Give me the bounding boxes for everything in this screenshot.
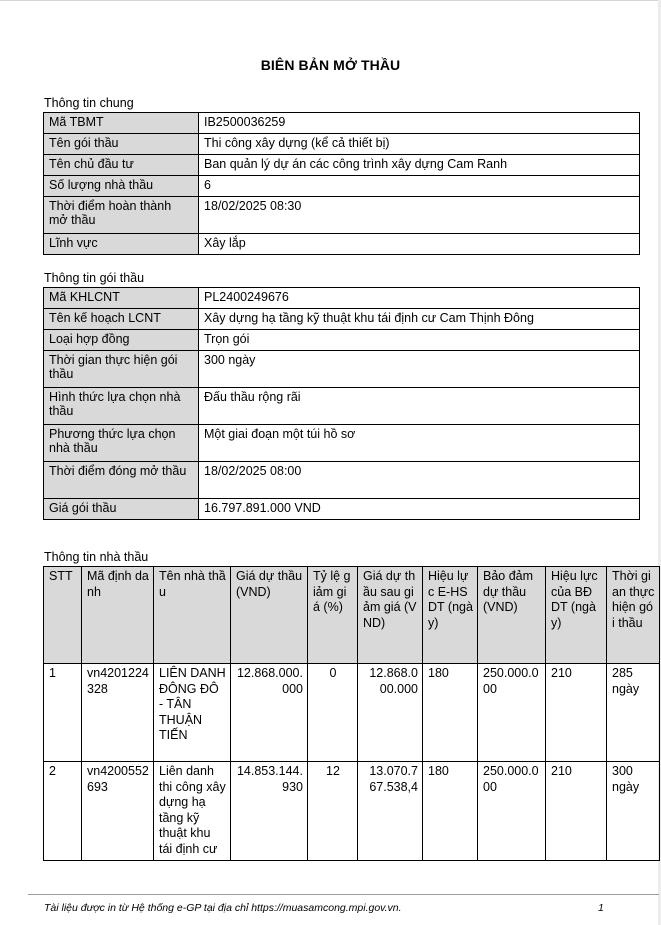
column-header-price: Giá dự thầu (VND) <box>231 567 308 664</box>
row-value: Trọn gói <box>199 330 640 351</box>
cell-guarantee: 250.000.000 <box>478 664 546 762</box>
cell-guarantee-validity: 210 <box>546 664 607 762</box>
column-header-guarantee-validity: Hiệu lực của BĐ DT (ngày) <box>546 567 607 664</box>
cell-duration: 285 ngày <box>607 664 660 762</box>
table-row <box>44 288 640 309</box>
row-value: Ban quản lý dự án các công trình xây dựng Cam Ranh <box>199 155 640 176</box>
package-info-heading: Thông tin gói thầu <box>44 271 145 285</box>
table-row <box>44 134 640 155</box>
row-label: Mã KHLCNT <box>44 288 199 309</box>
cell-name: LIÊN DANH ĐÔNG ĐÔ - TÂN THUẬN TIẾN <box>154 664 231 762</box>
row-value: Đấu thầu rộng rãi <box>199 388 640 425</box>
footer-source-text: Tài liệu được in từ Hệ thống e-GP tại địa chỉ https://muasamcong.mpi.gov.vn. <box>44 902 402 914</box>
bidders-table <box>43 566 660 861</box>
row-label: Phương thức lựa chọn nhà thầu <box>44 425 199 462</box>
table-header-row <box>44 567 660 664</box>
row-value: Thi công xây dựng (kể cả thiết bị) <box>199 134 640 155</box>
row-value: IB2500036259 <box>199 113 640 134</box>
cell-id: vn4200552693 <box>82 762 154 861</box>
row-label: Tên gói thầu <box>44 134 199 155</box>
table-row <box>44 351 640 388</box>
cell-guarantee-validity: 210 <box>546 762 607 861</box>
footer-page-number: 1 <box>598 902 604 914</box>
column-header-stt: STT <box>44 567 82 664</box>
row-value: 18/02/2025 08:30 <box>199 197 640 234</box>
cell-price: 12.868.000.000 <box>231 664 308 762</box>
column-header-id: Mã định danh <box>82 567 154 664</box>
row-value: Xây dựng hạ tầng kỹ thuật khu tái định cư Cam Thịnh Đông <box>199 309 640 330</box>
general-info-table <box>43 112 640 255</box>
cell-price: 14.853.144.930 <box>231 762 308 861</box>
cell-discount: 12 <box>308 762 358 861</box>
table-row <box>44 664 660 762</box>
column-header-validity: Hiệu lực E-HSDT (ngày) <box>423 567 478 664</box>
row-value: 6 <box>199 176 640 197</box>
row-value: 18/02/2025 08:00 <box>199 462 640 499</box>
row-label: Số lượng nhà thầu <box>44 176 199 197</box>
column-header-name: Tên nhà thầu <box>154 567 231 664</box>
row-value: Xây lắp <box>199 234 640 255</box>
table-row <box>44 155 640 176</box>
general-info-heading: Thông tin chung <box>44 96 134 110</box>
table-row <box>44 499 640 520</box>
row-label: Thời điểm đóng mở thầu <box>44 462 199 499</box>
table-row <box>44 330 640 351</box>
table-row <box>44 113 640 134</box>
cell-validity: 180 <box>423 664 478 762</box>
table-row <box>44 425 640 462</box>
cell-id: vn4201224328 <box>82 664 154 762</box>
cell-discount: 0 <box>308 664 358 762</box>
cell-validity: 180 <box>423 762 478 861</box>
row-label: Thời điểm hoàn thành mở thầu <box>44 197 199 234</box>
table-row <box>44 234 640 255</box>
row-label: Loại hợp đồng <box>44 330 199 351</box>
row-label: Tên kế hoạch LCNT <box>44 309 199 330</box>
row-value: 300 ngày <box>199 351 640 388</box>
row-value: Một giai đoạn một túi hồ sơ <box>199 425 640 462</box>
document-title: BIÊN BẢN MỞ THẦU <box>260 57 401 73</box>
package-info-table <box>43 287 640 520</box>
column-header-duration: Thời gian thực hiện gói thầu <box>607 567 660 664</box>
row-label: Thời gian thực hiện gói thầu <box>44 351 199 388</box>
row-label: Giá gói thầu <box>44 499 199 520</box>
row-label: Tên chủ đầu tư <box>44 155 199 176</box>
cell-stt: 1 <box>44 664 82 762</box>
row-value: 16.797.891.000 VND <box>199 499 640 520</box>
footer-divider <box>28 894 659 895</box>
bidders-info-heading: Thông tin nhà thầu <box>44 550 149 564</box>
cell-duration: 300 ngày <box>607 762 660 861</box>
cell-price-after: 13.070.767.538,4 <box>358 762 423 861</box>
page-top-edge <box>0 0 661 1</box>
table-row <box>44 176 640 197</box>
table-row <box>44 197 640 234</box>
column-header-discount: Tỷ lệ giảm giá (%) <box>308 567 358 664</box>
cell-guarantee: 250.000.000 <box>478 762 546 861</box>
row-value: PL2400249676 <box>199 288 640 309</box>
column-header-guarantee: Bảo đảm dự thầu (VND) <box>478 567 546 664</box>
table-row <box>44 762 660 861</box>
row-label: Lĩnh vực <box>44 234 199 255</box>
cell-name: Liên danh thi công xây dựng hạ tầng kỹ thuật khu tái định cư <box>154 762 231 861</box>
table-row <box>44 309 640 330</box>
table-row <box>44 462 640 499</box>
column-header-price-after: Giá dự thầu sau giảm giá (VND) <box>358 567 423 664</box>
cell-stt: 2 <box>44 762 82 861</box>
row-label: Mã TBMT <box>44 113 199 134</box>
row-label: Hình thức lựa chọn nhà thầu <box>44 388 199 425</box>
table-row <box>44 388 640 425</box>
cell-price-after: 12.868.000.000 <box>358 664 423 762</box>
